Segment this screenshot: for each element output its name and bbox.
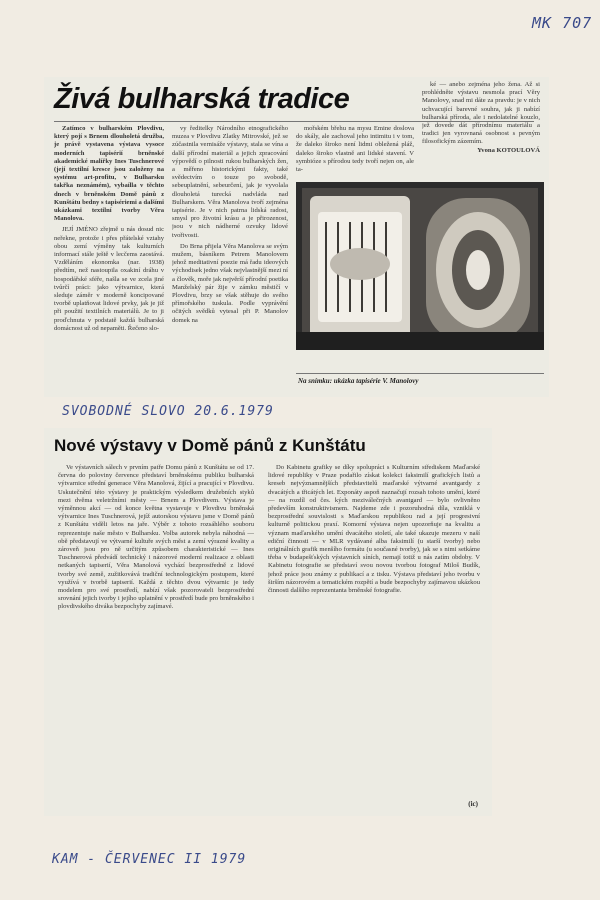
handwritten-archive-number: MK 707 — [532, 14, 593, 32]
article-column-3 — [296, 125, 414, 181]
article-author: Yvona KOTOULOVÁ — [477, 146, 540, 154]
article-column-right — [268, 464, 480, 804]
article-paragraph: ké — anebo zejména jeho žena. Až si prohlédněte výstavu nesmola prací Věry Manolovy, snad mi dáte za pravdu: je v nich uchvacující barevné souhra, jak ji nabízí bulharská příroda, ale i nedolatelné kouzlo, jež dovede dát přírodnímu materiálu a tradici jen vyrovnaná osobnost s pevným filosofickým zázemím. — [422, 81, 540, 146]
article-column-left — [58, 464, 254, 804]
article-column-4 — [422, 81, 540, 181]
article-clipping-zive-bulharska-tradice — [44, 77, 549, 397]
photo-caption: Na snímku: ukázka tapisérie V. Manolovy — [298, 377, 419, 385]
article-headline: Živá bulharská tradice — [54, 83, 350, 115]
article-paragraph: Do Kabinetu grafiky se díky spolupráci s Kulturním střediskem Maďarské lidové republiky v Praze podařilo získat kolekci faksimilí grafických listů a kreseb nejvýznamnějších představitelů maďarské výtvarné avantgardy z dvacátých a třicátých let. Exponáty aspoň naznačují rozsah tohoto umění, které — na rozdíl od čes. kých meziválečných avantgard — bylo ovlivněno především konstruktivismem. Najdeme zde i pozoruhodná díla, vzniklá v bezprostřední souvislosti s Maďarskou republikou rad a její progresivní kulturně politickou praxí. Komorní výstava nejen upozorňuje na kvalitu a význam maďarského umění dvacátého století, ale také ukazuje mezeru v naší ediční činnosti — v MLR vydávané alba faksimilí (u starší tvorby) nebo originálních grafik menšího formátu (u současné tvorby), jak se s nimi setkáme třeba v budapešťských výstavních síních, nemají totiž u nás zatím obdoby. V Kabinetu fotografie se představí svou novou tvorbou fotograf Miloš Budík, jehož práce jsou známy z publikací a z tisku. Výstava představí jeho tvorbu v širším názorovém a tematickém rozpětí a bude bezpochyby zajímavou ukázkou činnosti dalšího reprezentanta brněnské fotografie. — [268, 464, 480, 595]
handwritten-source-note: SVOBODNÉ SLOVO 20.6.1979 — [62, 404, 274, 419]
tapestry-photo — [296, 182, 544, 350]
handwritten-publication-note: KAM - ČERVENEC II 1979 — [52, 852, 247, 867]
article-clipping-nove-vystavy — [44, 428, 492, 816]
article-headline: Nové výstavy v Domě pánů z Kunštátu — [54, 436, 366, 455]
article-column-1 — [54, 125, 164, 393]
article-lead: Zatímco v bulharském Plovdivu, který pojí s Brnem dlouholetá družba, je právě vystavena výstava vysoce moderních tapisérií brněnské akademické malířky Ines Tuschnerové (její textilní kresce jsou založeny na systému art-profitu, v Bulharsku takřka neznámém), vybaílla v těchto dnech v brněnském Domě pánů z Kunštátu bedny s tapisériemi a dalšími ukázkami textilní tvorby Věra Manolova. — [54, 125, 164, 223]
article-paragraph: vy ředitelky Národního etnografického muzea v Plovdivu Zlatky Mitrovské, jež se zúčastnila vernisáže výstavy, stala se vína a další přírodní materiál a jejich zpracování výpovědí o pilnosti rukou bulharských žen, a měřeno historickými fakty, také svědectvím o touze po svobodě, sebeuplatnění, sebeurčení, jak je vyvolala dlouholetá turecká nadvláda nad Bulharskem. Věra Manolova tvoří zejména tapisérie. Je v nich patrna lidská radost, smysl pro životní krásu a je přirozenost, jsou v nich nádherné ozvuky lidové tvořivosti. — [172, 125, 288, 239]
article-signature: (ic) — [468, 800, 478, 808]
article-column-2 — [172, 125, 288, 393]
caption-rule — [296, 373, 544, 374]
article-paragraph: JEJÍ JMÉNO zřejmě u nás dosud nic neřekne, protože i přes přátelské vztahy obou zemí výměny tak kulturních informací stále ještě v lecčems zaostává. Vzděláním ekonomka (nar. 1938) předtím, než nastoupila oxakiní dráhu v hospodářské sféře, našla se ve zcela jiné tvůrčí práci: jako výtvarnice, která sleduje záměr v moderně koncipované tvorbě uplatňovat lidové prvky, jak je již při použití textilních materiálů. Je to ji proďchnuta v podstatě každá bulharská domácnost už od nepaměti. Řečeno slo- — [54, 226, 164, 332]
article-paragraph: mořském břehu na mysu Emine doslova do skály, ale zachoval jeho intimitu i v tom, že daleko široko není lidmi obležená pláž, daleko široko vlastně ani lidské stavení. V symbióze s přírodou tedy tvoří nejen on, ale ta- — [296, 125, 414, 174]
article-paragraph: Do Brna přijela Věra Manolova se svým mužem, básníkem Petrem Manolovem jehož meditativní poezie má řadu ideových východisek jedno však nejvlastnější mezi ní a člověk, moře jak nejvěrší přírodní poetika Manželský pár žije v zámku městičí v Plovdivu, brzy se však stěhuje do svého přímořského tuskula. Podle vyprávění očitých svědků vytesal při P. Manolov domek na — [172, 242, 288, 324]
article-paragraph: Ve výstavních sálech v prvním patře Domu pánů z Kunštátu se od 17. června do poloviny července představí brněnskému publiku bulharská výtvarnice střední generace Věra Manolová, žijící a pracující v Plovdivu. Uskutečnění této výstavy je praktickým výsledkem družebních styků mezi dvěma veletržními městy — Brnem a Plovdivem. Výstava je výměnnou akcí — od konce května vystavuje v Plovdivu brněnská výtvarnice Ines Tuschnerová, jejíž autorskou výstavu jsme v Domě pánů z Kunštátu viděli letos na jaře. Výběr z tohoto rozsáhlého souboru reprezentuje naše město v Bulharsku. Volba autorek nebyla náhodná — obě představují ve výtvarné kultuře svých měst a zemí výrazné kvality a zároveň jsou pro ně určitým způsobem charakteristické — Ines Tuschnerová předvádí technický i názorové moderní realizace z oblasti netkaných tapiserií, Věra Manolová vychází bezprostředně z lidové tvorby své země, zužitkovává tradiční technologickým postupem, které využívá v tvorbě tapiserií. Každá z těchto dvou výtvarnic je tedy modelem pro své prostředí, nabízí však pozorovateli bezprostřední srovnání jejich tvorby i jejího uplatnění v prostředí bude pro brněnského i plovdivského diváka bezpochyby zajímavé. — [58, 464, 254, 611]
